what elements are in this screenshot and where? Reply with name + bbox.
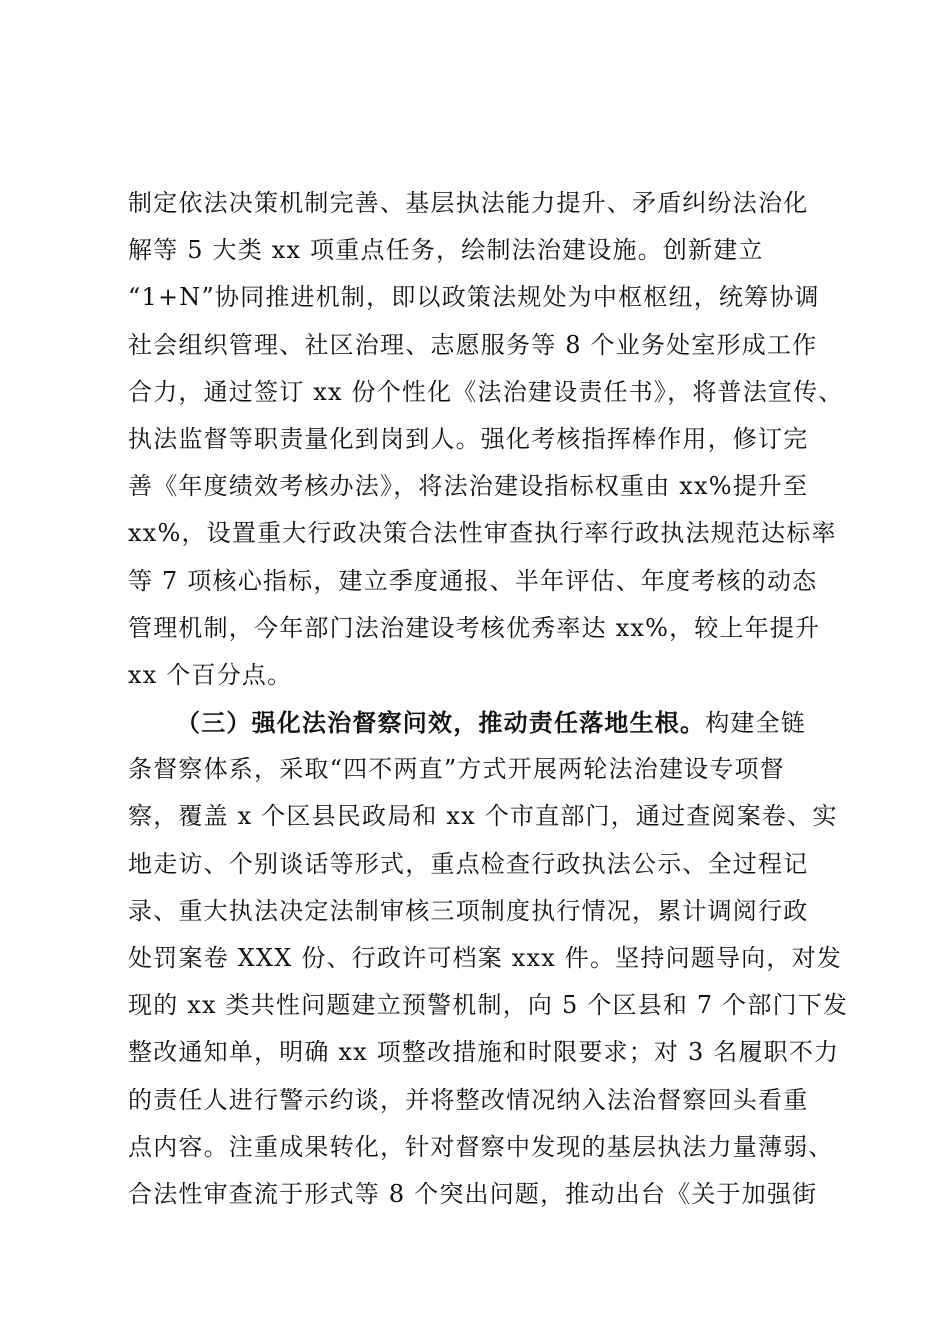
text-line: 地走访、个别谈话等形式，重点检查行政执法公示、全过程记 <box>128 849 809 878</box>
text-line: 管理机制，今年部门法治建设考核优秀率达 xx%，较上年提升 <box>128 613 821 642</box>
text-line: 社会组织管理、社区治理、志愿服务等 8 个业务处室形成工作 <box>128 330 818 359</box>
text-line: 合力，通过签订 xx 份个性化《法治建设责任书》，将普法宣传、 <box>128 377 844 406</box>
text-line: 制定依法决策机制完善、基层执法能力提升、矛盾纠纷法治化 <box>128 189 809 217</box>
text-line: xx 个百分点。 <box>128 660 293 689</box>
text-line: “1+N”协同推进机制，即以政策法规处为中枢枢纽，统筹协调 <box>128 283 820 312</box>
section-heading-tail: 构建全链 <box>705 709 807 738</box>
section-heading: （三）强化法治督察问效，推动责任落地生根。 <box>176 708 706 738</box>
text-line: xx%，设置重大行政决策合法性审查执行率行政执法规范达标率 <box>128 519 837 548</box>
text-line: 等 7 项核心指标，建立季度通报、半年评估、年度考核的动态 <box>128 566 818 595</box>
text-line: 解等 5 大类 xx 项重点任务，绘制法治建设施。创新建立 <box>128 236 764 265</box>
text-line: 善《年度绩效考核办法》，将法治建设指标权重由 xx%提升至 <box>128 472 809 501</box>
section-three-paragraph <box>128 699 849 1218</box>
text-line: 整改通知单，明确 xx 项整改措施和时限要求；对 3 名履职不力 <box>128 1038 840 1067</box>
text-line: 的责任人进行警示约谈，并将整改情况纳入法治督察回头看重 <box>128 1085 809 1114</box>
text-line: 条督察体系，采取“四不两直”方式开展两轮法治建设专项督 <box>128 755 785 784</box>
text-line: 点内容。注重成果转化，针对督察中发现的基层执法力量薄弱、 <box>128 1132 834 1161</box>
text-line: 合法性审查流于形式等 8 个突出问题，推动出台《关于加强街 <box>128 1179 818 1208</box>
text-line: 察，覆盖 x 个区县民政局和 xx 个市直部门，通过查阅案卷、实 <box>128 802 838 831</box>
text-line: 处罚案卷 XXX 份、行政许可档案 xxx 件。坚持问题导向，对发 <box>128 944 842 972</box>
section-heading-line <box>128 699 828 746</box>
text-line: 现的 xx 类共性问题建立预警机制，向 5 个区县和 7 个部门下发 <box>128 991 849 1020</box>
document-body <box>128 180 849 1218</box>
text-line: 执法监督等职责量化到岗到人。强化考核指挥棒作用，修订完 <box>128 424 809 453</box>
paragraph-continued <box>128 180 844 699</box>
text-line: 录、重大执法决定法制审核三项制度执行情况，累计调阅行政 <box>128 896 809 925</box>
